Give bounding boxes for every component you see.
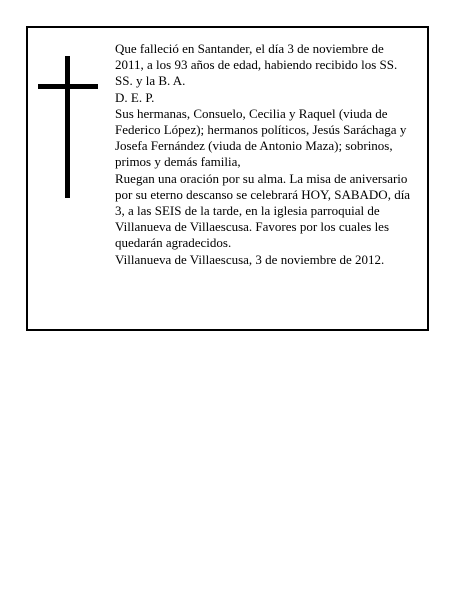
mass-invitation: Ruegan una oración por su alma. La misa de aniversario por su eterno descanso se celebrará HOY, SABADO, día 3, a las SEIS de la tarde, en la iglesia parroquial de Villanueva de Villaescusa. Favores por los cuales les quedarán agradecidos. — [115, 170, 411, 251]
obituary-notice — [26, 26, 429, 331]
notice-text — [115, 41, 411, 268]
death-announcement: Que falleció en Santander, el día 3 de noviembre de 2011, a los 93 años de edad, habiendo recibido los SS. SS. y la B. A. — [115, 41, 398, 89]
place-and-date: Villanueva de Villaescusa, 3 de noviembre de 2012. — [115, 251, 385, 267]
family-list: Sus hermanas, Consuelo, Cecilia y Raquel (viuda de Federico López); hermanos políticos, Jesús Saráchaga y Josefa Fernández (viuda de Antonio Maza); sobrinos, primos y demás familia, — [115, 105, 407, 170]
cross-vertical-bar — [65, 56, 70, 198]
cross-icon — [38, 56, 98, 198]
rest-in-peace: D. E. P. — [115, 89, 155, 105]
cross-horizontal-bar — [38, 84, 98, 89]
